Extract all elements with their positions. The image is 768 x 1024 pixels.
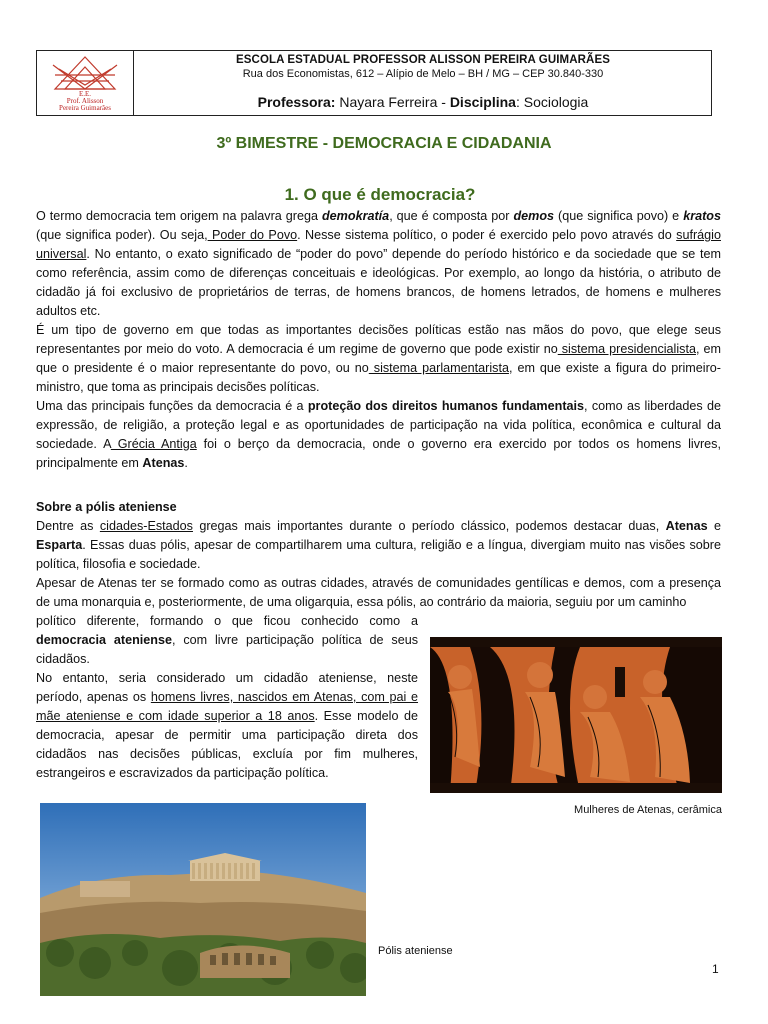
discipline-label: Disciplina	[449, 94, 516, 110]
section-title: 1. O que é democracia?	[284, 185, 476, 204]
document-title: 3º BIMESTRE - DEMOCRACIA E CIDADANIA	[216, 135, 552, 152]
polis-subheading: Sobre a pólis ateniense	[36, 500, 177, 514]
citizenship-text	[36, 612, 418, 783]
logo-text-line2: Prof. Alisson	[66, 97, 104, 105]
paragraph-athens-formation: Apesar de Atenas ter se formado como as outras cidades, através de comunidades gentílicas e demos, com a presença de uma monarquia e, posteriormente, de uma oligarquia, essa pólis, ao contrário da maioria, seguiu por um caminho	[36, 576, 721, 609]
paragraph-government: É um tipo de governo em que todas as importantes decisões políticas estão nas mãos do povo, que elege seus representantes por meio do voto. A democracia é um regime de governo que pode existir no sistema presidencialista, em que o presidente é o maior representante do povo, ou no sistema parlamentarista, em que existe a figura do primeiro-ministro, que toma as principais decisões políticas.	[36, 323, 721, 394]
teacher-label: Professora:	[257, 94, 336, 110]
acropolis-caption: Pólis ateniense	[378, 945, 453, 957]
athenian-women-ceramic-image	[430, 637, 722, 793]
acropolis-photo	[40, 803, 366, 996]
teacher-line	[133, 94, 713, 110]
polis-text	[36, 498, 721, 612]
teacher-name: Nayara Ferreira -	[335, 94, 450, 110]
paragraph-athenian-democracy: político diferente, formando o que ficou conhecido como a democracia ateniense, com livre participação política de seus cidadãos.	[36, 614, 419, 666]
paragraph-origin: O termo democracia tem origem na palavra grega demokratía, que é composta por demos (que significa povo) e kratos (que significa poder). Ou seja, Poder do Povo. Nesse sistema político, o poder é exercido pelo povo através do sufrágio universal. No entanto, o exato significado de “poder do povo” depende do período histórico e da sociedade que se tem como referência, assim como de diferenças conceituais e ideológicas. Por exemplo, ao longo da história, o atributo de cidadão já foi exclusivo de proprietários de terras, de homens brancos, de homens letrados, de homens e mulheres adultos etc.	[36, 209, 721, 318]
ceramic-caption: Mulheres de Atenas, cerâmica	[574, 804, 722, 816]
page-number: 1	[712, 962, 719, 976]
paragraph-city-states: Dentre as cidades-Estados gregas mais importantes durante o período clássico, podemos destacar duas, Atenas e Esparta. Essas duas pólis, apesar de compartilharem uma cultura, religião e a língua, divergiam muito nas visões sobre política, filosofia e sociedade.	[36, 519, 721, 571]
school-logo	[37, 51, 134, 115]
school-name: ESCOLA ESTADUAL PROFESSOR ALISSON PEREIRA GUIMARÃES	[236, 54, 610, 66]
school-header	[36, 50, 712, 116]
school-address: Rua dos Economistas, 612 – Alípio de Melo – BH / MG – CEP 30.840-330	[242, 68, 604, 80]
discipline-value: : Sociologia	[515, 94, 589, 110]
paragraph-functions: Uma das principais funções da democracia é a proteção dos direitos humanos fundamentais, como as liberdades de expressão, de religião, a proteção legal e as oportunidades de participação na vida política, econômica e cultural da sociedade. A Grécia Antiga foi o berço da democracia, onde o governo era exercido por todos os homens livres, principalmente em Atenas.	[36, 399, 721, 470]
triangle-logo-icon	[51, 55, 119, 95]
logo-text-line1: E.E.	[78, 90, 92, 98]
intro-text	[36, 207, 721, 473]
header-info	[133, 51, 713, 110]
logo-text-line3: Pereira Guimarães	[59, 104, 111, 112]
paragraph-citizens: No entanto, seria considerado um cidadão ateniense, neste período, apenas os homens livres, nascidos em Atenas, com pai e mãe ateniense e com idade superior a 18 anos. Esse modelo de democracia, apesar de permitir uma participação direta dos cidadãos nas decisões públicas, excluía por fim mulheres, estrangeiros e escravizados da participação política.	[36, 671, 419, 780]
